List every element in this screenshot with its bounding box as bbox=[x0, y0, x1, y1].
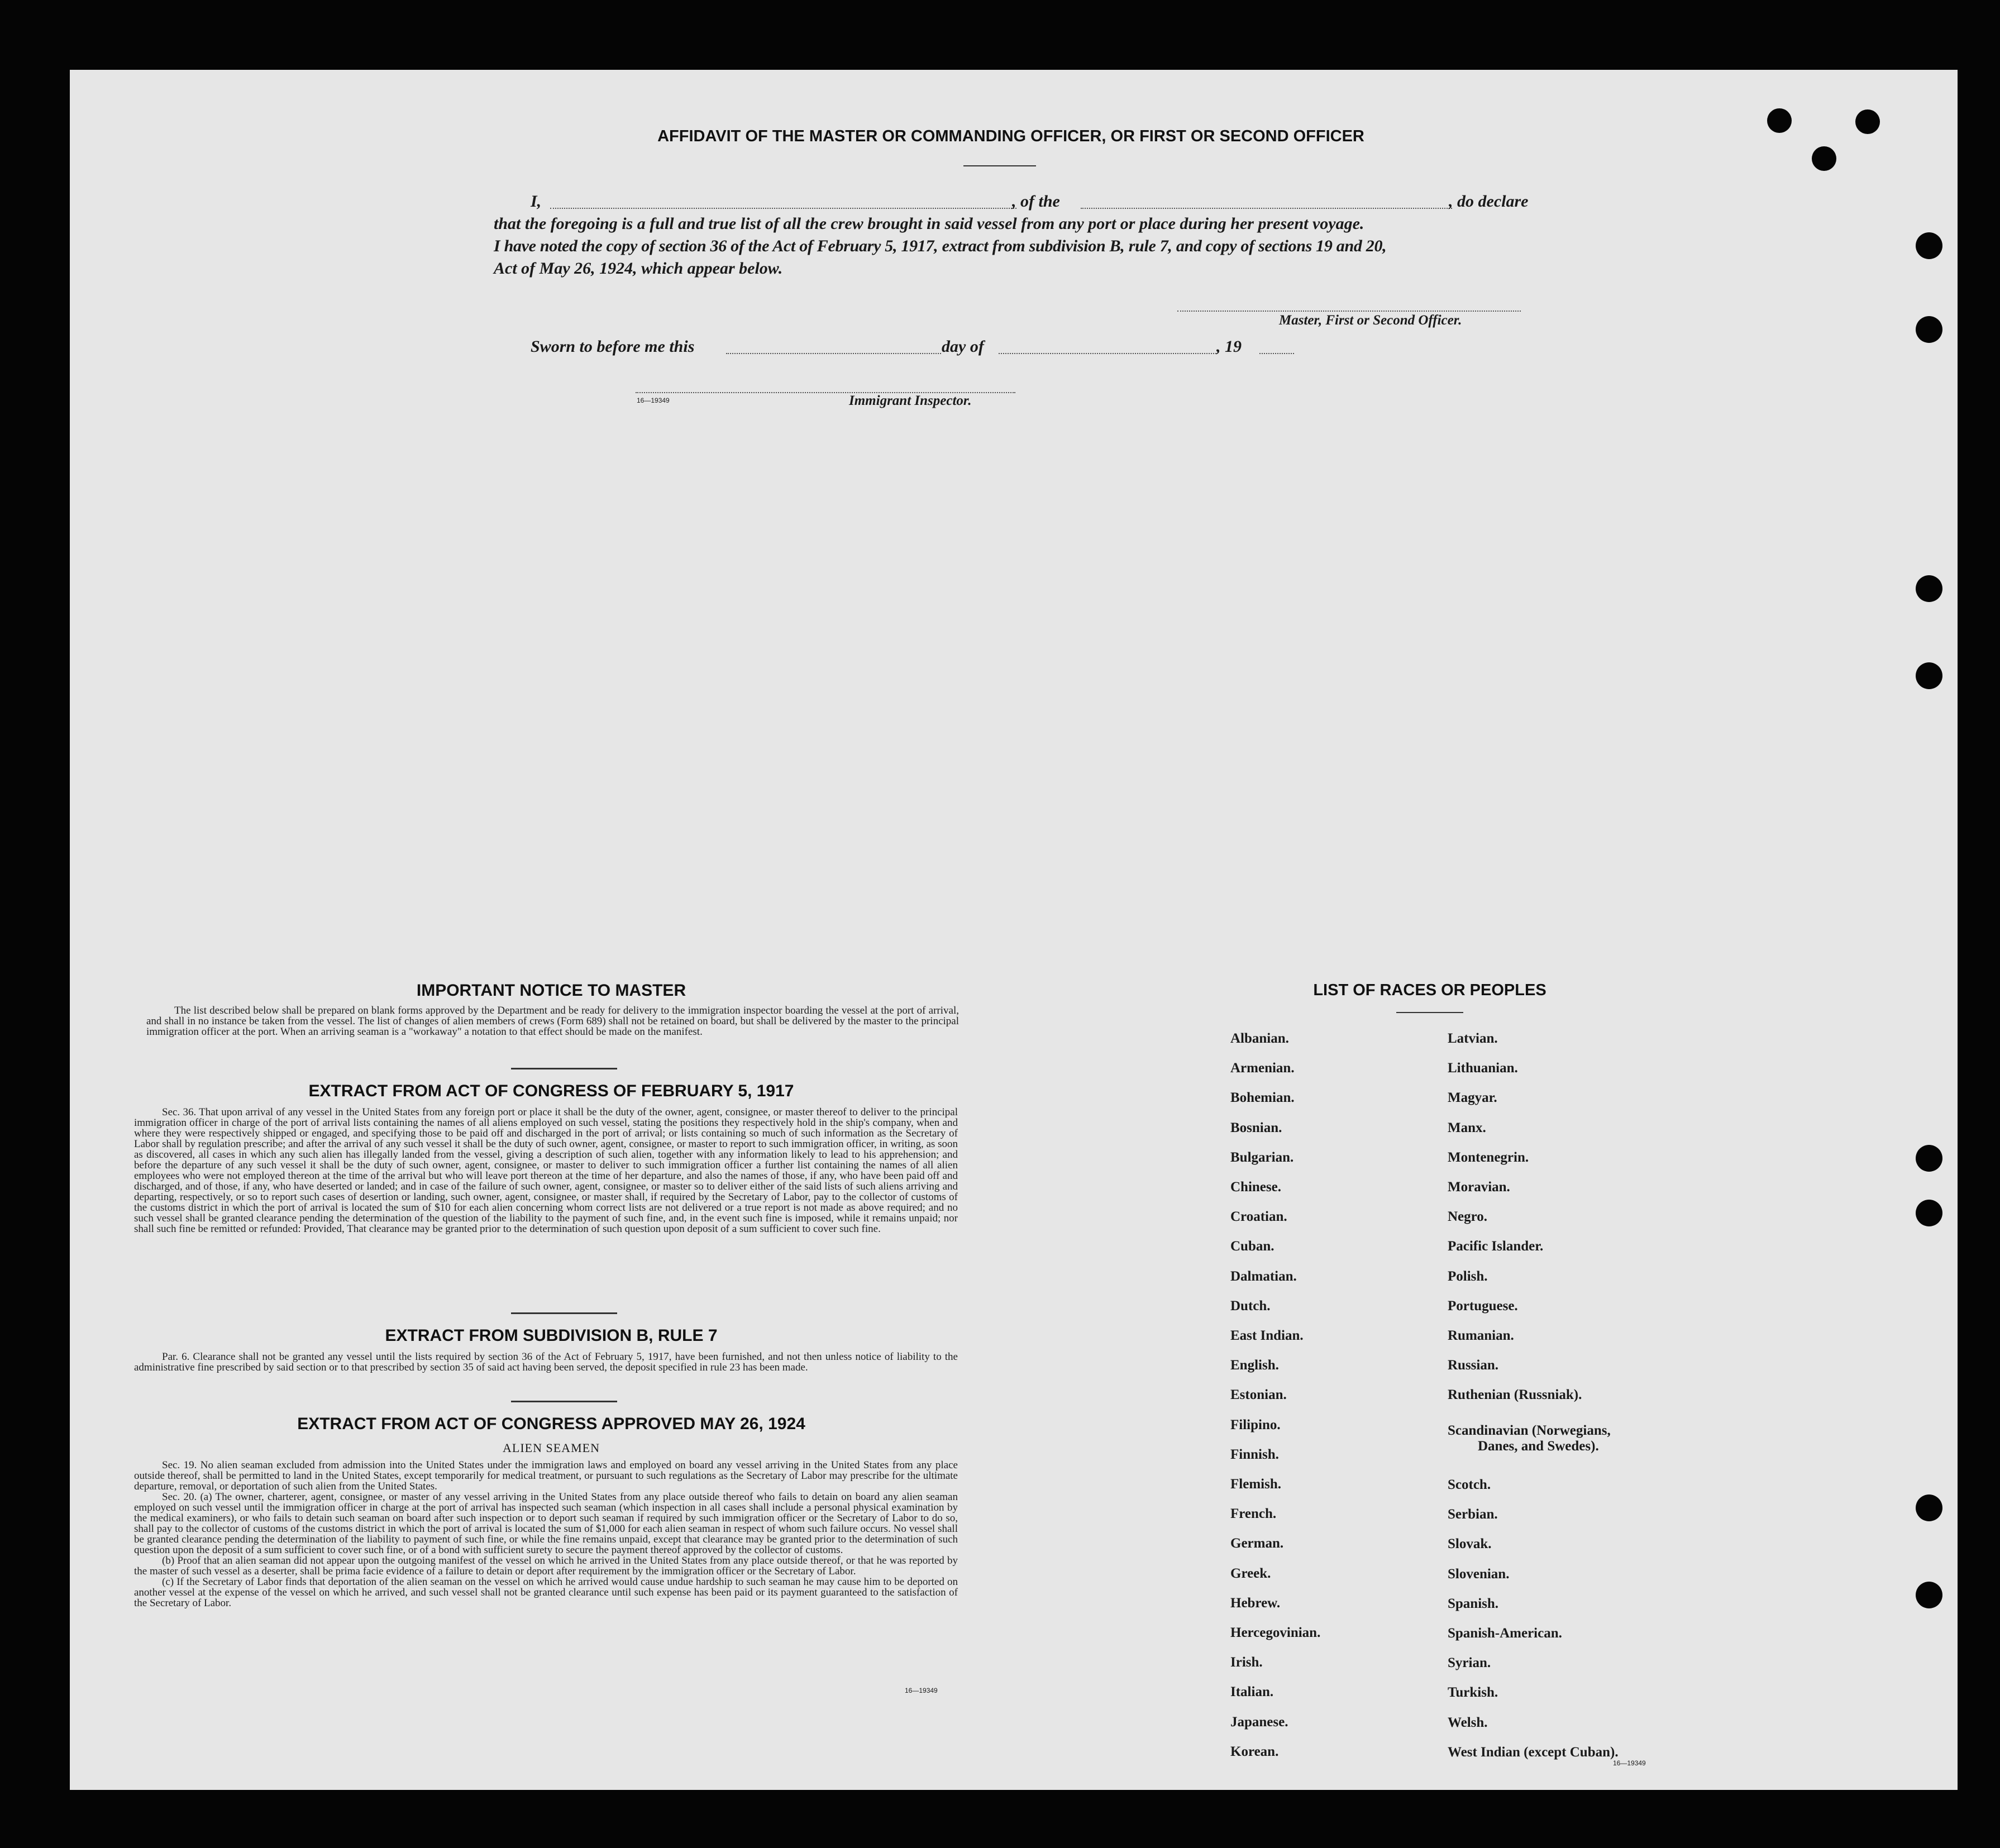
form-number: 16—19349 bbox=[637, 397, 670, 404]
name-blank[interactable] bbox=[550, 208, 1016, 209]
race-item: West Indian (except Cuban). bbox=[1448, 1744, 1619, 1760]
race-item: Estonian. bbox=[1230, 1387, 1287, 1403]
race-item: Dalmatian. bbox=[1230, 1268, 1297, 1284]
race-item: Italian. bbox=[1230, 1684, 1274, 1700]
sec20a-text: Sec. 20. (a) The owner, charterer, agent, consignee, or master of any vessel arriving in the United States from any place outside thereof who fails to detain on board any alien seaman employed on such vessel until the immigration officer in charge at the port of arrival has inspected such seaman (which inspection in all cases shall include a personal physical examination by the medical examiners), or who fails to detain such seaman on board after such inspection or to deport such seaman if required by such immigration officer or the Secretary of Labor to do so, shall pay to the collector of customs of the customs district in which the port of arrival is located the sum of $1,000 for each alien seaman in respect of whom such failure occurs. No vessel shall be granted clearance pending the determination of the liability to payment of such fine, or while the fine remains unpaid, except that clearance may be granted prior to the determination of such question upon the deposit of a sum sufficient to cover such fine, or of a bond with sufficient surety to secure the payment thereof approved by the collector of customs. bbox=[134, 1491, 958, 1556]
race-item: Ruthenian (Russniak). bbox=[1448, 1387, 1582, 1403]
race-item: English. bbox=[1230, 1358, 1279, 1373]
month-blank[interactable] bbox=[999, 353, 1216, 354]
race-item: Albanian. bbox=[1230, 1031, 1289, 1046]
punch-hole bbox=[1916, 232, 1942, 259]
race-item: Welsh. bbox=[1448, 1715, 1488, 1730]
punch-hole bbox=[1855, 109, 1880, 134]
notice-body: The list described below shall be prepared on blank forms approved by the Department and be ready for delivery to the immigration inspector boarding the vessel at the port of arrival, and shall in no instance be taken from the vessel. The list of changes of alien members of crews (Form 689) shall not be retained on board, but shall be delivered by the master to the principal immigration officer at the port. When an arriving seaman is a "workaway" a notation to that effect should be made on the manifest. bbox=[146, 1005, 959, 1038]
punch-hole bbox=[1916, 662, 1942, 689]
day-of-label: day of bbox=[942, 337, 984, 356]
affidavit-line3: I have noted the copy of section 36 of the Act of February 5, 1917, extract from subdivision B, rule 7, and copy of sections 19 and 20, bbox=[494, 237, 1387, 255]
race-item: Scandinavian (Norwegians, bbox=[1448, 1423, 1611, 1438]
affidavit-of-the: , of the bbox=[1012, 192, 1060, 211]
race-item: Irish. bbox=[1230, 1655, 1263, 1670]
race-item: Manx. bbox=[1448, 1120, 1486, 1135]
punch-hole bbox=[1916, 1494, 1942, 1521]
punch-hole bbox=[1916, 1582, 1942, 1608]
affidavit-declare: , do declare bbox=[1449, 192, 1529, 211]
race-item: Serbian. bbox=[1448, 1507, 1498, 1522]
race-item: Spanish-American. bbox=[1448, 1626, 1562, 1641]
race-item: East Indian. bbox=[1230, 1328, 1304, 1343]
divider bbox=[511, 1312, 617, 1314]
race-item: Greek. bbox=[1230, 1565, 1271, 1581]
sworn-label: Sworn to before me this bbox=[531, 337, 695, 356]
inspector-label: Immigrant Inspector. bbox=[849, 393, 972, 408]
affidavit-line2: that the foregoing is a full and true list of all the crew brought in said vessel from any port or place during her present voyage. bbox=[494, 214, 1364, 233]
race-item: Rumanian. bbox=[1448, 1328, 1514, 1343]
race-item: Portuguese. bbox=[1448, 1298, 1518, 1314]
race-item: Flemish. bbox=[1230, 1477, 1281, 1492]
race-item: Slovak. bbox=[1448, 1536, 1492, 1552]
race-item: Scotch. bbox=[1448, 1477, 1491, 1492]
punch-hole bbox=[1767, 108, 1792, 133]
title-underline bbox=[963, 165, 1036, 166]
sec20b-text: (b) Proof that an alien seaman did not appear upon the outgoing manifest of the vessel on which he arrived in the United States from any place outside thereof, or that he was reported by the master of such vessel as a deserter, shall be prima facie evidence of a failure to detain or deport after requirement by the immigration officer or the Secretary of Labor. bbox=[134, 1555, 958, 1577]
year-label: , 19 bbox=[1216, 337, 1242, 356]
race-item: Pacific Islander. bbox=[1448, 1239, 1544, 1254]
race-item: Turkish. bbox=[1448, 1685, 1498, 1701]
race-item-scandinavian-cont: Danes, and Swedes). bbox=[1478, 1439, 1599, 1454]
race-item: Bosnian. bbox=[1230, 1120, 1282, 1135]
race-item: Filipino. bbox=[1230, 1417, 1281, 1432]
day-blank[interactable] bbox=[726, 353, 941, 354]
race-item: Negro. bbox=[1448, 1209, 1488, 1225]
extract-1917-body: Sec. 36. That upon arrival of any vessel in the United States from any foreign port or place it shall be the duty of the owner, agent, consignee, or master thereof to deliver to the principal immigration officer in charge of the port of arrival lists containing the names of all aliens employed on such vessel, stating the positions they respectively hold in the ship's company, when and where they were respectively shipped or engaged, and specifying those to be paid off and discharged in the port of arrival; or lists containing so much of such information as the Secretary of Labor shall by regulation prescribe; and after the arrival of any such vessel it shall be the duty of such owner, agent, consignee, or master to report to such immigration officer, in writing, as soon as discovered, all cases in which any such alien has illegally landed from the vessel, giving a description of such alien, together with any information likely to lead to his apprehension; and before the departure of any such vessel it shall be the duty of such owner, agent, consignee, or master to deliver to such immigration officer a further list containing the names of all alien employees who were not employed thereon at the time of the arrival but who will leave port thereon at the time of her departure, and also the names of those, if any, who have been paid off and discharged, and of those, if any, who have deserted or landed; and in case of the failure of such owner, agent, consignee, or master so to deliver either of the said lists of such aliens arriving and departing, respectively, or so to report such cases of desertion or landing, such owner, agent, consignee, or master shall, if required by the Secretary of Labor, pay to the collector of customs of the customs district in which the port of arrival is located the sum of $10 for each alien concerning whom correct lists are not delivered or a true report is not made as above required; and no such vessel shall be granted clearance pending the determination of the question of the liability to the payment of such fine, and, in the event such fine is imposed, while it remains unpaid; nor shall such fine be remitted or refunded: Provided, That clearance may be granted prior to the determination of such question upon deposit of a sum sufficient to cover such fine. bbox=[134, 1106, 958, 1235]
race-item: Montenegrin. bbox=[1448, 1149, 1529, 1165]
races-title: LIST OF RACES OR PEOPLES bbox=[1313, 981, 1546, 999]
race-item: Spanish. bbox=[1448, 1596, 1499, 1611]
punch-hole bbox=[1812, 146, 1836, 171]
race-item: Syrian. bbox=[1448, 1655, 1491, 1671]
race-item: Finnish. bbox=[1230, 1446, 1279, 1462]
year-blank[interactable] bbox=[1259, 353, 1294, 354]
race-item: Hercegovinian. bbox=[1230, 1625, 1321, 1640]
race-item: Slovenian. bbox=[1448, 1566, 1510, 1582]
race-item: Russian. bbox=[1448, 1358, 1499, 1373]
vessel-blank[interactable] bbox=[1081, 208, 1452, 209]
race-item: French. bbox=[1230, 1506, 1277, 1522]
race-item: German. bbox=[1230, 1536, 1284, 1551]
race-item: Armenian. bbox=[1230, 1061, 1295, 1076]
extract-form-number: 16—19349 bbox=[905, 1687, 938, 1694]
divider bbox=[511, 1068, 617, 1069]
affidavit-line4: Act of May 26, 1924, which appear below. bbox=[494, 259, 783, 278]
race-item: Lithuanian. bbox=[1448, 1061, 1518, 1076]
affidavit-title: AFFIDAVIT OF THE MASTER OR COMMANDING OFFICER, OR FIRST OR SECOND OFFICER bbox=[657, 127, 1364, 145]
extract-rule7-body: Par. 6. Clearance shall not be granted any vessel until the lists required by section 36 of the Act of February 5, 1917, have been furnished, and not then unless notice of liability to the administrative fine prescribed by said section or to that prescribed by section 35 of said act having been served, the deposit specified in rule 23 has been made. bbox=[134, 1351, 958, 1373]
divider bbox=[511, 1401, 617, 1402]
race-item: Croatian. bbox=[1230, 1209, 1287, 1225]
race-item: Bohemian. bbox=[1230, 1090, 1295, 1106]
punch-hole bbox=[1916, 1145, 1942, 1172]
races-form-number: 16—19349 bbox=[1613, 1759, 1646, 1767]
extract-1924-body bbox=[134, 1460, 958, 1608]
extract-rule7-title: EXTRACT FROM SUBDIVISION B, RULE 7 bbox=[385, 1326, 718, 1345]
extract-1917-title: EXTRACT FROM ACT OF CONGRESS OF FEBRUARY 5, 1917 bbox=[308, 1082, 794, 1100]
race-item: Polish. bbox=[1448, 1268, 1488, 1284]
extract-1924-title: EXTRACT FROM ACT OF CONGRESS APPROVED MAY 26, 1924 bbox=[297, 1415, 805, 1433]
race-item: Chinese. bbox=[1230, 1180, 1281, 1195]
race-item: Latvian. bbox=[1448, 1031, 1498, 1046]
race-item: Bulgarian. bbox=[1230, 1149, 1294, 1165]
punch-hole bbox=[1916, 1200, 1942, 1226]
alien-seamen-subtitle: ALIEN SEAMEN bbox=[503, 1441, 600, 1455]
races-underline bbox=[1396, 1012, 1463, 1013]
race-item: Magyar. bbox=[1448, 1090, 1497, 1106]
signature-label: Master, First or Second Officer. bbox=[1279, 313, 1462, 328]
notice-title: IMPORTANT NOTICE TO MASTER bbox=[416, 981, 686, 1000]
race-item: Moravian. bbox=[1448, 1180, 1510, 1195]
race-item: Cuban. bbox=[1230, 1239, 1275, 1254]
race-item: Japanese. bbox=[1230, 1714, 1288, 1730]
affidavit-i: I, bbox=[531, 192, 542, 211]
race-item: Korean. bbox=[1230, 1744, 1279, 1759]
punch-hole bbox=[1916, 316, 1942, 343]
sec19-text: Sec. 19. No alien seaman excluded from admission into the United States under the immigration laws and employed on board any vessel arriving in the United States from any place outside thereof, shall be permitted to land in the United States, except temporarily for medical treatment, or pursuant to such regulations as the Secretary of Labor may prescribe for the ultimate departure, removal, or deportation of such alien from the United States. bbox=[134, 1459, 958, 1492]
race-item: Hebrew. bbox=[1230, 1595, 1281, 1611]
punch-hole bbox=[1916, 575, 1942, 602]
sec20c-text: (c) If the Secretary of Labor finds that deportation of the alien seaman on the vessel on which he arrived would cause undue hardship to such seaman he may cause him to be deported on another vessel at the expense of the vessel on which he arrived, and such vessel shall not be granted clearance until such expense has been paid or its payment guaranteed to the satisfaction of the Secretary of Labor. bbox=[134, 1576, 958, 1609]
race-item: Dutch. bbox=[1230, 1298, 1271, 1314]
signature-blank[interactable] bbox=[1177, 311, 1521, 312]
